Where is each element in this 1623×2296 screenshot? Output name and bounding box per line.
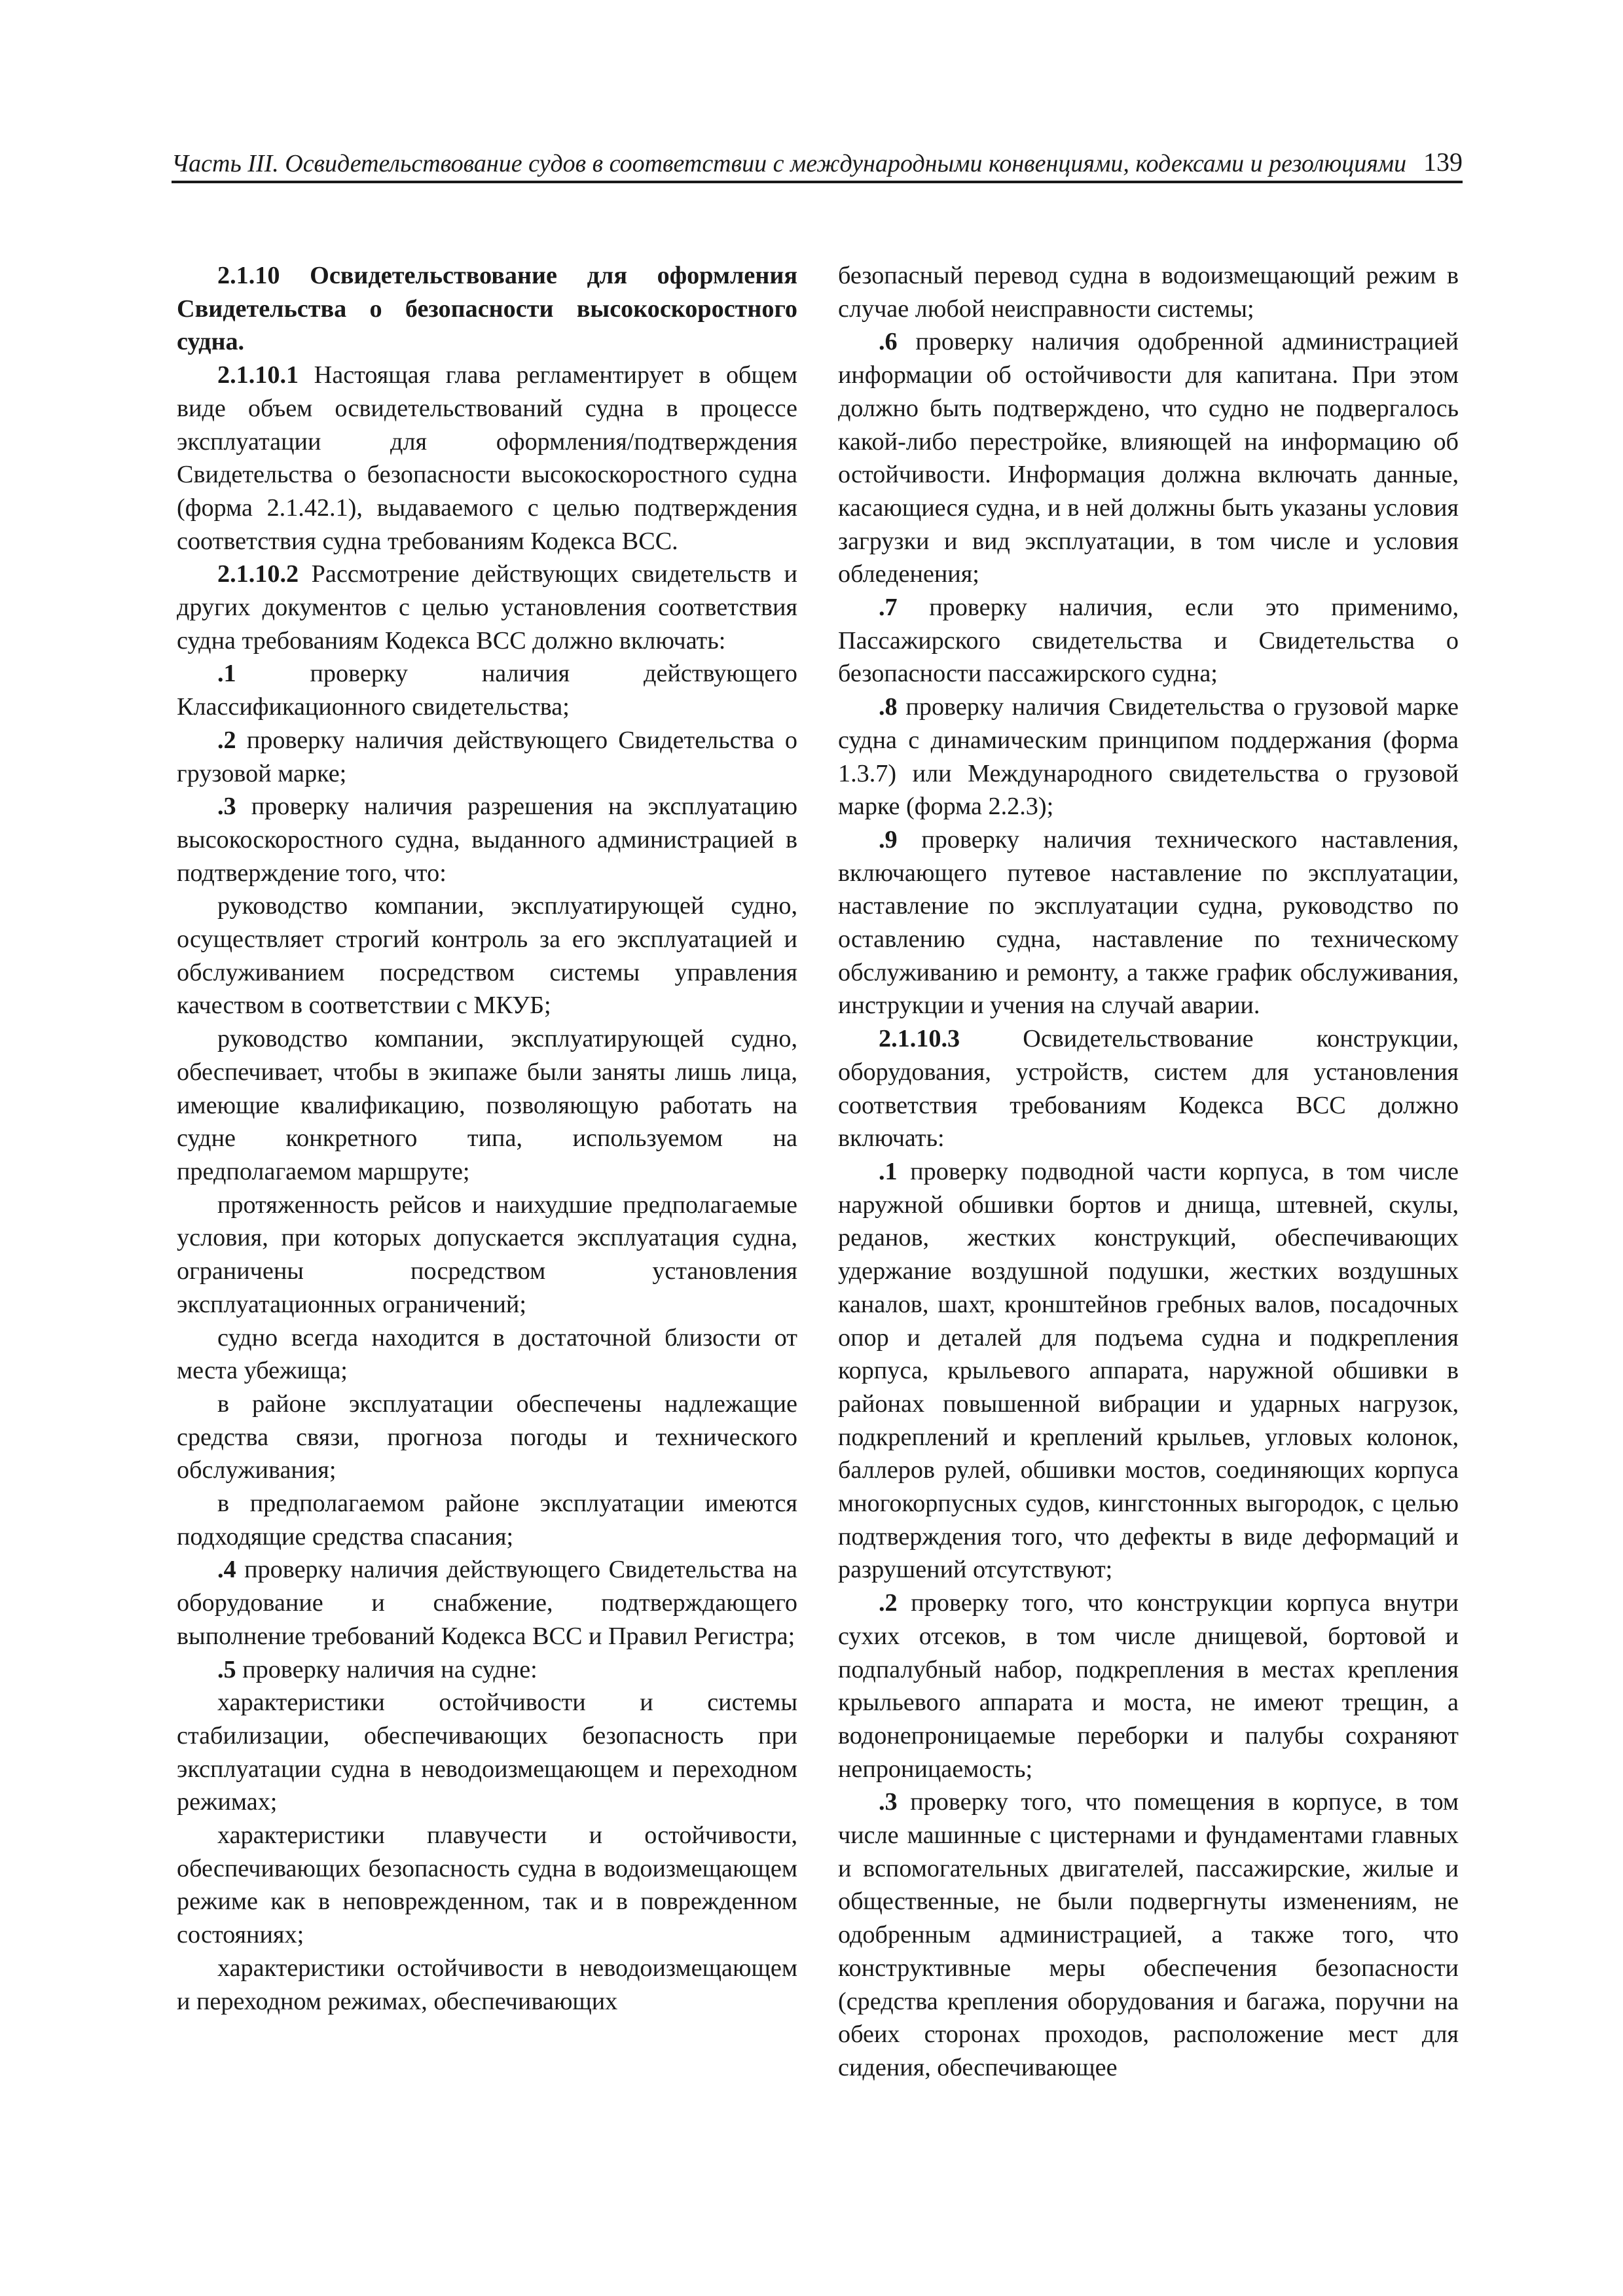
list-item-1: [177, 657, 797, 723]
item-number: .4: [217, 1556, 236, 1584]
list-item-5: [177, 1653, 797, 1687]
item-text: проверку наличия одобренной администрацией информации об остойчивости для капитана. При этом должно быть подтверждено, что судно не подвергалось какой-либо перестройке, влияющей на информацию об остойчивости. Информация должна включать данные, касающиеся судна, и в ней должны быть указаны условия загрузки и вид эксплуатации, в том числе и условия обледенения;: [838, 328, 1459, 588]
survey-item-3: [838, 1785, 1459, 2084]
sub-item: руководство компании, эксплуатирующей судно, обеспечивает, чтобы в экипаже были заняты лишь лица, имеющие квалификацию, позволяющую работать на судне конкретного типа, используемом на предполагаемом маршруте;: [177, 1025, 797, 1185]
sub-item: судно всегда находится в достаточной близости от места убежища;: [177, 1323, 797, 1385]
clause-number: 2.1.10.2: [217, 560, 299, 588]
list-item-8: [838, 691, 1459, 823]
paragraph-2-1-10-3: [838, 1022, 1459, 1155]
item-text: проверку того, что конструкции корпуса внутри сухих отсеков, в том числе днищевой, бортовой и подпалубный набор, подкрепления в местах крепления крыльевого аппарата и моста, не имеют трещин, а водонепроницаемые переборки и палубы сохраняют непроницаемость;: [838, 1589, 1459, 1783]
paragraph-2-1-10-2: [177, 558, 797, 657]
item-number: .7: [879, 594, 898, 622]
survey-item-2: [838, 1587, 1459, 1785]
item-text: проверку наличия на судне:: [236, 1655, 538, 1683]
clause-text: Рассмотрение действующих свидетельств и других документов с целью установления соответствия судна требованиям Кодекса ВСС должно включать:: [177, 560, 797, 655]
list-item-2: [177, 724, 797, 790]
item-text: проверку наличия действующего Свидетельства о грузовой марке;: [177, 726, 797, 787]
item-text: проверку того, что помещения в корпусе, в том числе машинные с цистернами и фундаментами главных и вспомогательных двигателей, пассажирские, жилые и общественные, не были подвергнуты изменениям, не одобренным администрацией, а также того, что конструктивные меры обеспечения безопасности (средства крепления оборудования и багажа, поручни на обеих сторонах проходов, расположение мест для сидения, обеспечивающее: [838, 1788, 1459, 2081]
running-header: [172, 139, 1463, 183]
list-item-4: [177, 1553, 797, 1653]
list-item-7: [838, 591, 1459, 691]
list-item-6: [838, 325, 1459, 591]
continued-text: безопасный перевод судна в водоизмещающий режим в случае любой неисправности системы;: [838, 262, 1459, 323]
item-text: проверку наличия, если это применимо, Пассажирского свидетельства и Свидетельства о безопасности пассажирского судна;: [838, 594, 1459, 688]
item-text: проверку наличия Свидетельства о грузовой марке судна с динамическим принципом поддержания (форма 1.3.7) или Международного свидетельства о грузовой марке (форма 2.2.3);: [838, 693, 1459, 821]
item-text: проверку наличия действующего Свидетельства на оборудование и снабжение, подтверждающего выполнение требований Кодекса ВСС и Правил Регистра;: [177, 1556, 797, 1650]
page-number: 139: [1423, 147, 1463, 177]
item-number: .1: [217, 660, 236, 688]
list-item-3: [177, 790, 797, 889]
header-title: Часть III. Освидетельствование судов в соответствии с международными конвенциями, кодексами и резолюциями: [172, 150, 1407, 177]
item-number: .3: [217, 793, 236, 821]
item-text: проверку наличия действующего Классификационного свидетельства;: [177, 660, 797, 721]
sub-item: руководство компании, эксплуатирующей судно, осуществляет строгий контроль за его эксплуатацией и обслуживанием посредством системы управления качеством в соответствии с МКУБ;: [177, 892, 797, 1020]
left-column: [177, 259, 797, 2018]
item-number: .1: [879, 1157, 898, 1185]
sub-item: протяженность рейсов и наихудшие предполагаемые условия, при которых допускается эксплуатация судна, ограничены посредством установления эксплуатационных ограничений;: [177, 1191, 797, 1318]
clause-number: 2.1.10.3: [879, 1025, 960, 1053]
item-text: проверку наличия разрешения на эксплуатацию высокоскоростного судна, выданного администрацией в подтверждение того, что:: [177, 793, 797, 887]
item-number: .2: [217, 726, 236, 754]
clause-text: Настоящая глава регламентирует в общем виде объем освидетельствований судна в процессе эксплуатации для оформления/подтверждения Свидетельства о безопасности высокоскоростного судна (форма 2.1.42.1), выдаваемого с целью подтверждения соответствия судна требованиям Кодекса ВСС.: [177, 361, 797, 555]
item-text: проверку наличия технического наставления, включающего путевое наставление по эксплуатации, наставление по эксплуатации судна, руководство по оставлению судна, наставление по техническому обслуживанию и ремонту, а также график обслуживания, инструкции и учения на случай аварии.: [838, 825, 1459, 1020]
survey-item-1: [838, 1155, 1459, 1587]
sub-item: характеристики остойчивости в неводоизмещающем и переходном режимах, обеспечивающих: [177, 1954, 797, 2015]
item-number: .3: [879, 1788, 898, 1816]
item-number: .2: [879, 1589, 898, 1617]
sub-item: характеристики плавучести и остойчивости, обеспечивающих безопасность судна в водоизмещающем режиме как в неповрежденном, так и в поврежденном состояниях;: [177, 1821, 797, 1949]
clause-number: 2.1.10.1: [217, 361, 299, 389]
section-heading: 2.1.10 Освидетельствование для оформления Свидетельства о безопасности высокоскоростного судна.: [177, 262, 797, 356]
list-item-9: [838, 823, 1459, 1022]
sub-item: характеристики остойчивости и системы стабилизации, обеспечивающих безопасность при эксплуатации судна в неводоизмещающем и переходном режимах;: [177, 1689, 797, 1816]
right-column: [838, 259, 1459, 2085]
item-number: .9: [879, 825, 898, 853]
item-text: проверку подводной части корпуса, в том числе наружной обшивки бортов и днища, штевней, скулы, реданов, жестких конструкций, обеспечивающих удержание воздушной подушки, жестких воздушных каналов, шахт, кронштейнов гребных валов, посадочных опор и деталей для подъема судна и подкрепления корпуса, крыльевого аппарата, наружной обшивки в районах повышенной вибрации и ударных нагрузок, подкреплений и креплений крыльев, угловых колонок, баллеров рулей, обшивки мостов, соединяющих корпуса многокорпусных судов, кингстонных выгородок, с целью подтверждения того, что дефекты в виде деформаций и разрушений отсутствуют;: [838, 1157, 1459, 1584]
sub-item: в районе эксплуатации обеспечены надлежащие средства связи, прогноза погоды и технического обслуживания;: [177, 1390, 797, 1484]
item-number: .5: [217, 1655, 236, 1683]
paragraph-2-1-10-1: [177, 359, 797, 558]
item-number: .8: [879, 693, 898, 721]
item-number: .6: [879, 328, 898, 356]
sub-item: в предполагаемом районе эксплуатации имеются подходящие средства спасания;: [177, 1490, 797, 1551]
clause-text: Освидетельствование конструкции, оборудования, устройств, систем для установления соответствия требованиям Кодекса ВСС должно включать:: [838, 1025, 1459, 1153]
